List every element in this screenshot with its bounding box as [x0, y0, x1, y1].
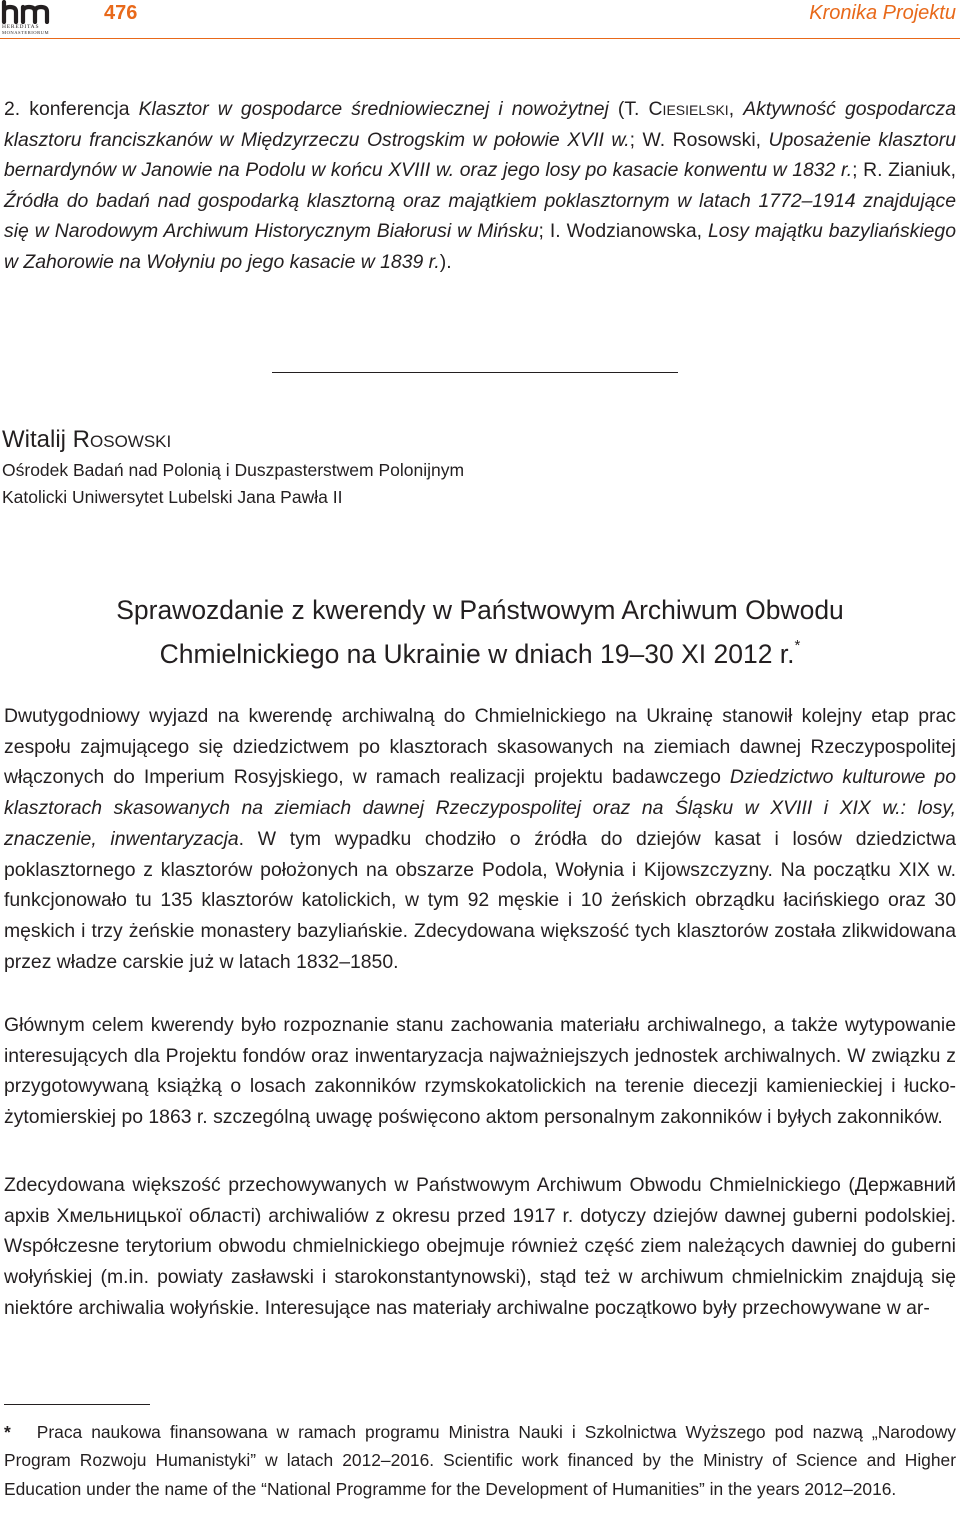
body-text: Dwutygodniowy wyjazd na kwerendę archiwalną do Chmielnickiego na Ukrainę stanowił kolejny etap prac zespołu zajmującego się dziedzictwem po klasztorach skasowanych na ziemiach dawnej Rzeczypospolitej włączonych do Imperium Rosyjskiego, w ramach realizacji projektu badawczego: [4, 705, 956, 789]
project-title: Dziedzictwo kulturowe po klasztorach skasowanych na ziemiach dawnej Rzeczypospolitej oraz na Śląsku w XVIII i XIX w.: losy, znaczenie, inwentaryzacja: [4, 766, 957, 850]
author-name: [2, 426, 171, 454]
conference-text: ).: [439, 250, 452, 273]
running-head: Kronika Projektu: [809, 2, 956, 24]
conference-text: ; R. Zianiuk,: [852, 159, 957, 181]
hereditas-monasteriorum-logo: [0, 0, 60, 38]
logo-line-1: HEREDITAS: [2, 24, 40, 30]
paper-title: Aktywność gospodarcza klasztoru franciszkanów w Międzyrzeczu Ostrogskim w połowie XVII w.: [4, 98, 957, 151]
logo-line-2: MONASTERIORUM: [2, 30, 50, 35]
body-paragraph-2: Głównym celem kwerendy było rozpoznanie stanu zachowania materiału archiwalnego, a także wytypowanie interesujących dla Projektu fondów oraz inwentaryzacja najważniejszych jednostek archiwalnych. W związku z przygotowywaną książką o losach zakonników rzymskokatolickich na terenie diecezji kamienieckiej i łucko-żytomierskiej po 1863 r. szczególną uwagę poświęcono aktom personalnym zakonników i byłych zakonników.: [4, 1014, 956, 1129]
body-text: . W tym wypadku chodziło o źródła do dziejów kasat i losów dziedzictwa poklasztornego z klasztorów położonych na obszarze Podola, Wołynia i Kijowszczyzny. Na początku XIX w. funkcjonowało tu 135 klasztorów katolickich, w tym 92 męskie i 10 żeńskich obrządku łacińskiego oraz 30 męskich i trzy żeńskie monastery bazyliańskie. Zdecydowana większość tych klasztorów została zlikwidowana przez władze carskie już w latach 1832–1850.: [4, 827, 956, 973]
conference-text: ; I. Wodzianowska,: [538, 220, 709, 242]
page-header: [0, 0, 960, 38]
author-surname: Rosowski: [72, 426, 172, 453]
conference-paragraph: [4, 94, 956, 277]
body-paragraph-1: [4, 701, 956, 977]
footnote: [4, 1418, 956, 1503]
footnote-text: Praca naukowa finansowana w ramach programu Ministra Nauki i Szkolnictwa Wyższego pod nazwą „Narodowy Program Rozwoju Humanistyki” w latach 2012–2016. Scientific work financed by the Ministry of Science and Higher Education under the name of the “National Programme for the Development of Humanities” in the years 2012–2016.: [4, 1422, 956, 1499]
paper-title: Uposażenie klasztoru bernardynów w Janowie na Podolu w końcu XVIII w. oraz jego losy po kasacie konwentu w 1832 r.: [4, 128, 957, 181]
footnote-mark: *: [4, 1422, 11, 1442]
conference-text: ; W. Rosowski,: [629, 128, 769, 151]
conference-text: ,: [728, 98, 744, 120]
author-affiliation-university: Katolicki Uniwersytet Lubelski Jana Pawła II: [2, 487, 343, 507]
author-affiliation-institute: Ośrodek Badań nad Polonią i Duszpasterstwem Polonijnym: [2, 460, 465, 480]
speaker-surname: Ciesielski: [648, 98, 729, 120]
page-number: 476: [104, 2, 138, 24]
paper-title: Źródła do badań nad gospodarką klasztorną oraz majątkiem poklasztornym w latach 1772–1914 znajdujące się w Narodowym Archiwum Historycznym Białorusi w Mińsku: [4, 189, 956, 242]
conference-text: (T.: [608, 98, 649, 120]
hm-logo-mark-icon: [0, 0, 58, 24]
footnote-reference[interactable]: *: [794, 637, 801, 654]
article-title-line-1: Sprawozdanie z kwerendy w Państwowym Archiwum Obwodu: [116, 595, 844, 625]
author-first-name: Witalij: [2, 426, 73, 453]
paper-title: Losy majątku bazyliańskiego w Zahorowie na Wołyniu po jego kasacie w 1839 r.: [4, 220, 956, 273]
article-title-line-2: [20, 628, 940, 672]
header-rule: [0, 38, 960, 39]
section-separator: [272, 372, 678, 373]
footnote-rule: [4, 1404, 150, 1405]
article-title-text: Chmielnickiego na Ukrainie w dniach 19–30 XI 2012 r.: [159, 639, 795, 669]
conference-text: 2. konferencja: [4, 98, 139, 120]
body-paragraph-3: Zdecydowana większość przechowywanych w Państwowym Archiwum Obwodu Chmielnickiego (Державний архів Хмельницької області) archiwaliów z okresu przed 1917 r. dotyczy dziejów dawnej guberni podolskiej. Współczesne terytorium obwodu chmielnickiego obejmuje również część ziem należących dawniej do guberni wołyńskiej (m.in. powiaty zasławski i starokonstantynowski), stąd też w archiwum chmielnickim znajdują się niektóre archiwalia wołyńskie. Interesujące nas materiały archiwalne początkowo były przechowywane w ar-: [4, 1174, 956, 1319]
conference-title: Klasztor w gospodarce średniowiecznej i nowożytnej: [138, 98, 609, 120]
